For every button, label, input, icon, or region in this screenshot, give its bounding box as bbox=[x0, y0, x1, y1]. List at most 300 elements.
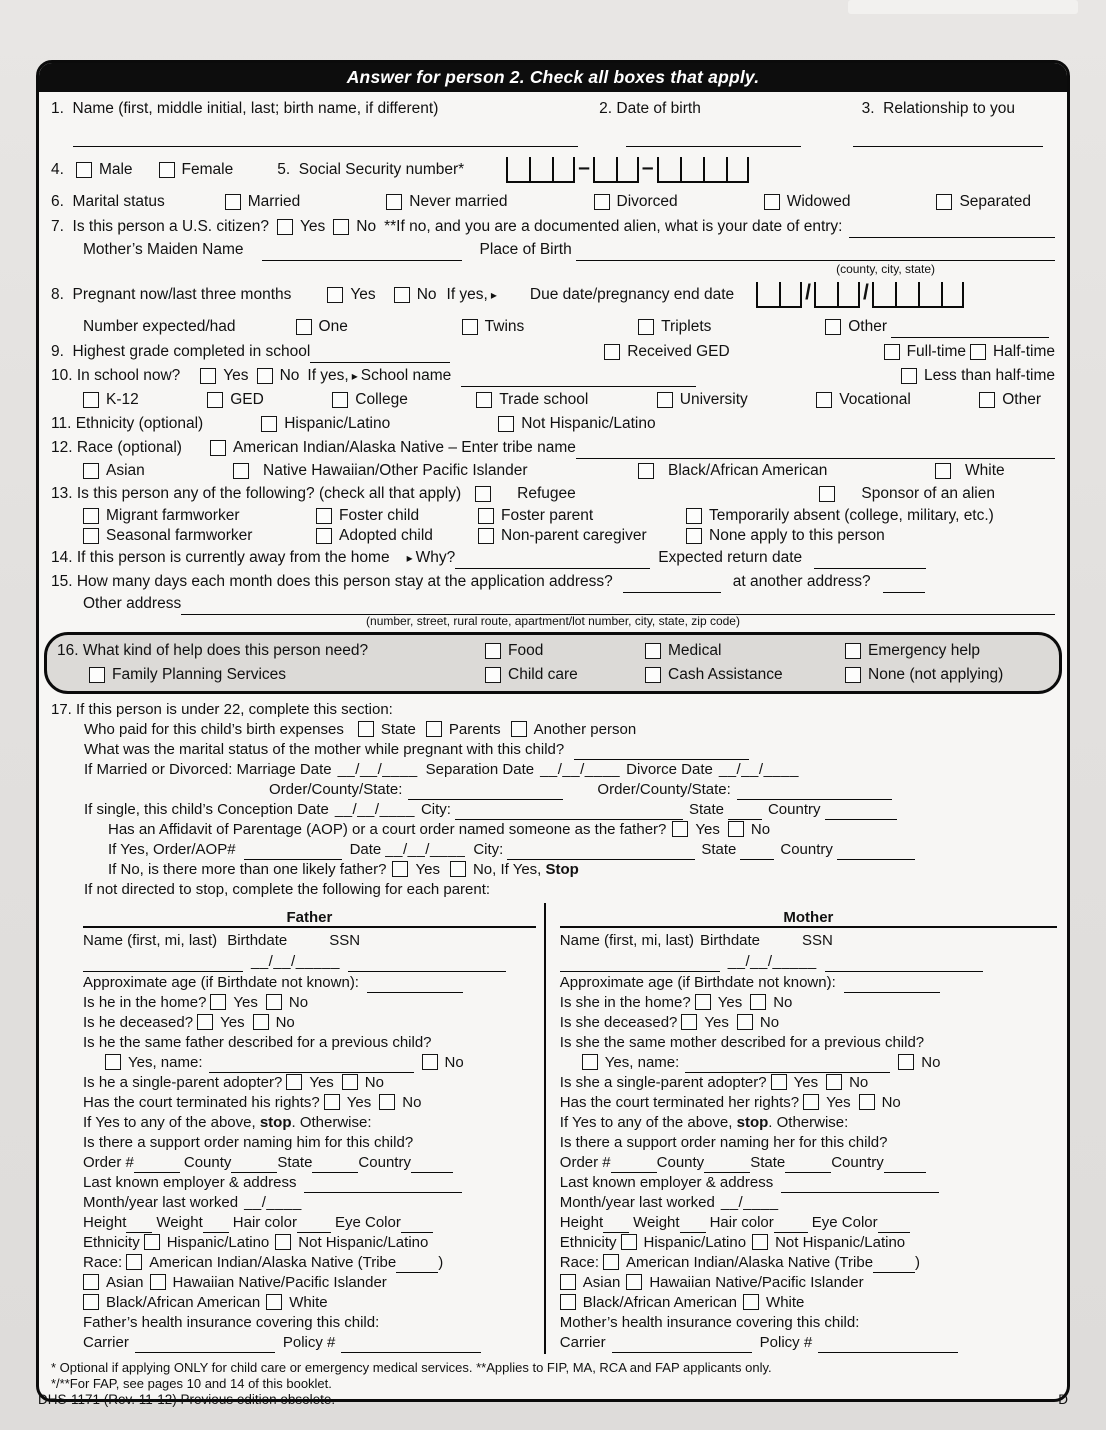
q8-pregnant bbox=[51, 276, 1055, 314]
checkbox-emergency-help[interactable] bbox=[845, 643, 861, 659]
checkbox-label: Less than half-time bbox=[924, 367, 1055, 384]
blank-field[interactable] bbox=[411, 1159, 453, 1173]
section-question-17 bbox=[39, 696, 1067, 901]
blank-field[interactable] bbox=[244, 846, 342, 860]
checkbox-yes[interactable] bbox=[277, 219, 293, 235]
label: Is he the same father described for a previous child? bbox=[83, 1033, 432, 1051]
blank-field[interactable] bbox=[262, 247, 462, 261]
checkbox-item bbox=[144, 1234, 270, 1251]
label: Stop bbox=[545, 860, 579, 878]
form-line bbox=[560, 1032, 1057, 1052]
digit-group bbox=[657, 157, 749, 183]
checkbox-full-time[interactable] bbox=[884, 344, 900, 360]
form-line bbox=[83, 1012, 536, 1032]
blank-field[interactable] bbox=[737, 786, 892, 800]
checkbox-item bbox=[826, 1074, 868, 1091]
checkbox-yes[interactable] bbox=[327, 287, 343, 303]
checkbox-no[interactable] bbox=[333, 219, 349, 235]
checkbox-label: None (not applying) bbox=[868, 666, 1004, 683]
blank-field[interactable] bbox=[685, 1059, 890, 1073]
blank-field[interactable] bbox=[611, 1159, 657, 1173]
checkbox-white[interactable] bbox=[266, 1294, 282, 1310]
checkbox-label: Full-time bbox=[906, 343, 966, 360]
blank-field[interactable] bbox=[603, 1219, 629, 1233]
checkbox-yes-name[interactable] bbox=[105, 1054, 121, 1070]
checkbox-label: State bbox=[380, 720, 416, 738]
blank-field[interactable] bbox=[461, 373, 696, 387]
checkbox-asian[interactable] bbox=[560, 1274, 576, 1290]
checkbox-no[interactable] bbox=[737, 1014, 753, 1030]
checkbox-label: No bbox=[275, 1013, 295, 1031]
label: If single, this child’s Conception Date bbox=[84, 800, 329, 818]
label: Eye Color bbox=[811, 1213, 878, 1231]
digit-cell bbox=[756, 282, 779, 308]
checkbox-no[interactable] bbox=[750, 994, 766, 1010]
checkbox-foster-child[interactable] bbox=[316, 508, 332, 524]
checkbox-item bbox=[498, 415, 655, 433]
blank-field[interactable] bbox=[825, 806, 897, 820]
digit-cell bbox=[703, 157, 726, 183]
date-blank[interactable]: __/__/____ bbox=[385, 840, 466, 858]
checkbox-yes[interactable] bbox=[286, 1074, 302, 1090]
checkbox-item bbox=[422, 1054, 464, 1071]
checkbox-label: Yes bbox=[717, 993, 743, 1011]
checkbox-item bbox=[626, 1274, 863, 1291]
checkbox-item bbox=[645, 642, 845, 660]
checkbox-item bbox=[316, 507, 478, 525]
checkbox-adopted-child[interactable] bbox=[316, 528, 332, 544]
date-blank[interactable]: __/__/_____ bbox=[727, 952, 817, 970]
checkbox-item bbox=[392, 861, 439, 878]
checkbox-not-hispanic-latino[interactable] bbox=[498, 416, 514, 432]
blank-field[interactable] bbox=[341, 1339, 481, 1353]
mother-header bbox=[560, 903, 1057, 928]
checkbox-label: Hispanic/Latino bbox=[284, 415, 391, 432]
digit-group bbox=[593, 157, 639, 183]
q17-birth-expenses bbox=[51, 719, 1055, 739]
label: If Yes, Order/AOP# bbox=[108, 840, 236, 858]
form-number: DHS-1171 (Rev. 11-12) Previous edition obsolete. bbox=[38, 1392, 336, 1407]
checkbox-yes[interactable] bbox=[210, 994, 226, 1010]
checkbox-not-hispanic-latino[interactable] bbox=[275, 1234, 291, 1250]
digit-cell bbox=[895, 282, 918, 308]
blank-field[interactable] bbox=[884, 1159, 926, 1173]
form-line bbox=[560, 930, 1057, 950]
checkbox-yes[interactable] bbox=[200, 368, 216, 384]
blank-field[interactable] bbox=[231, 1159, 277, 1173]
checkbox-family-planning-services[interactable] bbox=[89, 667, 105, 683]
label: Mother’s Maiden Name bbox=[83, 241, 244, 258]
label: Has the court terminated her rights? bbox=[559, 1093, 800, 1111]
digit-cell bbox=[529, 157, 552, 183]
checkbox-item bbox=[150, 1274, 387, 1291]
blank-field[interactable] bbox=[83, 958, 243, 972]
blank-field[interactable] bbox=[401, 1219, 433, 1233]
label: Hair color bbox=[709, 1213, 774, 1231]
label: Why? bbox=[415, 549, 456, 566]
blank-field[interactable] bbox=[126, 1219, 152, 1233]
blank-field[interactable] bbox=[367, 979, 463, 993]
blank-field[interactable] bbox=[181, 601, 1055, 615]
date-blank[interactable]: __/__/____ bbox=[334, 800, 415, 818]
blank-field[interactable] bbox=[612, 1339, 752, 1353]
checkbox-hawaiian-native-pacific-islander[interactable] bbox=[150, 1274, 166, 1290]
checkbox-item bbox=[83, 1274, 144, 1291]
label: Expected return date bbox=[658, 549, 803, 566]
checkbox-black-african-american[interactable] bbox=[638, 463, 654, 479]
checkbox-separated[interactable] bbox=[936, 194, 952, 210]
checkbox-label: Native Hawaiian/Other Pacific Islander bbox=[263, 461, 528, 479]
checkbox-university[interactable] bbox=[657, 392, 673, 408]
blank-field[interactable] bbox=[785, 1159, 831, 1173]
blank-field[interactable] bbox=[878, 1219, 910, 1233]
label: 9. Highest grade completed in school bbox=[51, 343, 311, 360]
checkbox-item bbox=[233, 462, 638, 480]
label: 16. What kind of help does this person need? bbox=[57, 642, 369, 659]
q17-order-county bbox=[51, 779, 1055, 799]
checkbox-label: Asian bbox=[582, 1273, 621, 1291]
checkbox-no[interactable] bbox=[422, 1054, 438, 1070]
checkbox-label: White bbox=[965, 461, 1005, 479]
checkbox-item bbox=[257, 367, 300, 385]
blank-field[interactable] bbox=[891, 324, 1049, 338]
checkbox-label: Yes bbox=[346, 1093, 372, 1111]
form-container bbox=[36, 60, 1070, 1402]
blank-field[interactable] bbox=[740, 846, 774, 860]
checkbox-hawaiian-native-pacific-islander[interactable] bbox=[626, 1274, 642, 1290]
blank-field[interactable] bbox=[814, 555, 926, 569]
checkbox-item bbox=[603, 1254, 873, 1271]
checkbox-hispanic-latino[interactable] bbox=[144, 1234, 160, 1250]
label: County bbox=[183, 1153, 232, 1171]
checkbox-male[interactable] bbox=[76, 162, 92, 178]
blank-field[interactable] bbox=[883, 579, 925, 593]
checkbox-no[interactable] bbox=[379, 1094, 395, 1110]
form-line bbox=[560, 992, 1057, 1012]
blank-field[interactable] bbox=[853, 133, 1043, 147]
blank-field[interactable] bbox=[728, 806, 762, 820]
checkbox-no[interactable] bbox=[257, 368, 273, 384]
checkbox-vocational[interactable] bbox=[816, 392, 832, 408]
blank-field[interactable] bbox=[704, 1159, 750, 1173]
checkbox-label: Yes bbox=[223, 367, 249, 384]
checkbox-yes-name[interactable] bbox=[582, 1054, 598, 1070]
checkbox-migrant-farmworker[interactable] bbox=[83, 508, 99, 524]
label: Mother’s health insurance covering this child: bbox=[559, 1313, 860, 1331]
checkbox-k-12[interactable] bbox=[83, 392, 99, 408]
checkbox-yes[interactable] bbox=[672, 821, 688, 837]
label: * Optional if applying ONLY for child care or emergency medical services. **Applies to FIP, MA, RCA and FAP applicants only. bbox=[51, 1359, 772, 1375]
digit-group bbox=[872, 282, 964, 308]
checkbox-label: College bbox=[355, 391, 408, 408]
blank-field[interactable] bbox=[312, 1159, 358, 1173]
checkbox-state[interactable] bbox=[358, 721, 374, 737]
checkbox-label: No bbox=[279, 367, 300, 384]
label: 6. Marital status bbox=[51, 193, 165, 210]
label: 1. Name (first, middle initial, last; birth name, if different) bbox=[51, 100, 439, 117]
blank-field[interactable] bbox=[310, 349, 450, 363]
q13-following bbox=[51, 482, 1055, 506]
blank-field[interactable] bbox=[203, 1219, 229, 1233]
checkbox-label: None apply to this person bbox=[709, 527, 885, 544]
checkbox-ged[interactable] bbox=[207, 392, 223, 408]
checkbox-college[interactable] bbox=[332, 392, 348, 408]
label: Is she deceased? bbox=[559, 1013, 678, 1031]
label: Country bbox=[831, 1153, 884, 1171]
label: stop bbox=[259, 1113, 292, 1131]
label: Eye Color bbox=[334, 1213, 401, 1231]
checkbox-item bbox=[672, 821, 719, 838]
q15-caption bbox=[51, 613, 1055, 628]
checkbox-white[interactable] bbox=[935, 463, 951, 479]
checkbox-item bbox=[560, 1274, 621, 1291]
checkbox-trade-school[interactable] bbox=[476, 392, 492, 408]
checkbox-yes[interactable] bbox=[324, 1094, 340, 1110]
checkbox-temporarily-absent-college-military-etc[interactable] bbox=[686, 508, 702, 524]
checkbox-label: No bbox=[750, 820, 771, 838]
label: If not directed to stop, complete the following for each parent: bbox=[84, 880, 491, 898]
form-line bbox=[560, 972, 1057, 992]
form-line bbox=[83, 1252, 536, 1272]
label: Last known employer & address bbox=[559, 1173, 774, 1191]
blank-field[interactable] bbox=[455, 555, 650, 569]
date-blank[interactable]: __/____ bbox=[720, 1193, 779, 1211]
checkbox-widowed[interactable] bbox=[764, 194, 780, 210]
blank-field[interactable] bbox=[873, 1259, 915, 1273]
blank-field[interactable] bbox=[680, 1219, 706, 1233]
digit-cell bbox=[552, 157, 575, 183]
q17-aop-yes bbox=[51, 839, 1055, 859]
blank-field[interactable] bbox=[560, 958, 720, 972]
checkbox-no[interactable] bbox=[728, 821, 744, 837]
checkbox-medical[interactable] bbox=[645, 643, 661, 659]
checkbox-none-apply-to-this-person[interactable] bbox=[686, 528, 702, 544]
checkbox-item bbox=[604, 343, 730, 361]
label: Is there a support order naming him for this child? bbox=[83, 1133, 414, 1151]
date-blank[interactable]: __/____ bbox=[244, 1193, 302, 1211]
blank-field[interactable] bbox=[626, 133, 801, 147]
checkbox-item bbox=[159, 161, 234, 179]
checkbox-item bbox=[394, 286, 437, 304]
checkbox-hispanic-latino[interactable] bbox=[261, 416, 277, 432]
checkbox-label: Yes bbox=[415, 860, 440, 878]
checkbox-one[interactable] bbox=[296, 319, 312, 335]
form-line bbox=[83, 1112, 536, 1132]
checkbox-seasonal-farmworker[interactable] bbox=[83, 528, 99, 544]
checkbox-no[interactable] bbox=[826, 1074, 842, 1090]
checkbox-label: Yes bbox=[299, 218, 326, 235]
checkbox-label: K-12 bbox=[106, 391, 139, 408]
checkbox-none-not-applying[interactable] bbox=[845, 667, 861, 683]
label: Name (first, mi, last) bbox=[559, 931, 694, 949]
checkbox-triplets[interactable] bbox=[638, 319, 654, 335]
checkbox-never-married[interactable] bbox=[386, 194, 402, 210]
checkbox-no[interactable] bbox=[266, 994, 282, 1010]
checkbox-item bbox=[816, 391, 911, 409]
blank-field[interactable] bbox=[837, 846, 915, 860]
date-blank[interactable]: __/__/_____ bbox=[251, 952, 340, 970]
checkbox-no[interactable] bbox=[253, 1014, 269, 1030]
label: Approximate age (if Birthdate not known): bbox=[83, 973, 359, 991]
checkbox-yes[interactable] bbox=[197, 1014, 213, 1030]
checkbox-received-ged[interactable] bbox=[604, 344, 620, 360]
checkbox-item bbox=[737, 1014, 779, 1031]
scan-artifact bbox=[848, 0, 1078, 14]
checkbox-no-if-yes[interactable] bbox=[450, 861, 466, 877]
digit-cell bbox=[680, 157, 703, 183]
checkbox-child-care[interactable] bbox=[485, 667, 501, 683]
checkbox-foster-parent[interactable] bbox=[478, 508, 494, 524]
checkbox-divorced[interactable] bbox=[594, 194, 610, 210]
checkbox-other[interactable] bbox=[825, 319, 841, 335]
checkbox-item bbox=[327, 286, 375, 304]
label: 13. Is this person any of the following? (check all that apply) bbox=[51, 485, 462, 502]
blank-field[interactable] bbox=[297, 1219, 331, 1233]
blank-field[interactable] bbox=[209, 1059, 414, 1073]
checkbox-label: No bbox=[288, 993, 309, 1011]
checkbox-another-person[interactable] bbox=[511, 721, 527, 737]
blank-field[interactable] bbox=[576, 445, 1055, 459]
checkbox-yes[interactable] bbox=[803, 1094, 819, 1110]
footnote-1 bbox=[51, 1359, 1055, 1375]
blank-field[interactable] bbox=[135, 1339, 275, 1353]
checkbox-non-parent-caregiver[interactable] bbox=[478, 528, 494, 544]
label: Carrier bbox=[83, 1333, 129, 1351]
checkbox-half-time[interactable] bbox=[970, 344, 986, 360]
form-line bbox=[560, 1152, 1057, 1172]
checkbox-american-indian-alaska-native-enter-tribe-[interactable] bbox=[210, 440, 226, 456]
checkbox-parents[interactable] bbox=[426, 721, 442, 737]
checkbox-yes[interactable] bbox=[695, 994, 711, 1010]
checkbox-cash-assistance[interactable] bbox=[645, 667, 661, 683]
checkbox-native-hawaiian-other-pacific-islander[interactable] bbox=[233, 463, 249, 479]
checkbox-other[interactable] bbox=[979, 392, 995, 408]
checkbox-label: Hispanic/Latino bbox=[166, 1233, 270, 1251]
checkbox-asian[interactable] bbox=[83, 463, 99, 479]
label: 3. Relationship to you bbox=[861, 100, 1015, 117]
blank-field[interactable] bbox=[134, 1159, 180, 1173]
section-questions-1-15 bbox=[39, 92, 1067, 630]
checkbox-american-indian-alaska-native-tribe[interactable] bbox=[126, 1254, 142, 1270]
q17-conception bbox=[51, 799, 1055, 819]
checkbox-american-indian-alaska-native-tribe[interactable] bbox=[603, 1254, 619, 1270]
digit-group bbox=[756, 282, 802, 308]
checkbox-item bbox=[752, 1234, 905, 1251]
checkbox-yes[interactable] bbox=[681, 1014, 697, 1030]
mother-title: Mother bbox=[783, 909, 834, 926]
checkbox-yes[interactable] bbox=[392, 861, 408, 877]
form-line bbox=[560, 1272, 1057, 1292]
label: 15. How many days each month does this person stay at the application address? bbox=[51, 573, 613, 590]
checkbox-item bbox=[275, 1234, 428, 1251]
checkbox-twins[interactable] bbox=[462, 319, 478, 335]
label: Race: bbox=[559, 1253, 599, 1271]
checkbox-hispanic-latino[interactable] bbox=[621, 1234, 637, 1250]
label: . Otherwise: bbox=[291, 1113, 372, 1131]
form-line bbox=[560, 1052, 1057, 1072]
checkbox-less-than-half-time[interactable] bbox=[901, 368, 917, 384]
form-line bbox=[83, 930, 536, 950]
blank-field[interactable] bbox=[507, 846, 695, 860]
checkbox-label: Divorced bbox=[616, 193, 678, 210]
blank-field[interactable] bbox=[574, 746, 749, 760]
checkbox-no[interactable] bbox=[898, 1054, 914, 1070]
checkbox-black-african-american[interactable] bbox=[83, 1294, 99, 1310]
checkbox-no[interactable] bbox=[394, 287, 410, 303]
date-blank[interactable]: __/__/____ bbox=[337, 760, 418, 778]
blank-field[interactable] bbox=[781, 1179, 939, 1193]
date-blank[interactable]: __/__/____ bbox=[718, 760, 799, 778]
checkbox-sponsor-of-an-alien[interactable] bbox=[819, 486, 835, 502]
checkbox-asian[interactable] bbox=[83, 1274, 99, 1290]
blank-field[interactable] bbox=[774, 1219, 808, 1233]
label: Country bbox=[780, 840, 833, 858]
checkbox-label: Yes bbox=[233, 993, 258, 1011]
blank-field[interactable] bbox=[408, 786, 563, 800]
checkbox-female[interactable] bbox=[159, 162, 175, 178]
label: at another address? bbox=[732, 573, 871, 590]
due-date-boxes[interactable] bbox=[756, 282, 964, 308]
digit-group bbox=[814, 282, 860, 308]
checkbox-white[interactable] bbox=[743, 1294, 759, 1310]
blank-field[interactable] bbox=[818, 1339, 958, 1353]
father-lines bbox=[83, 930, 536, 1352]
blank-field[interactable] bbox=[73, 133, 578, 147]
checkbox-label: Male bbox=[98, 161, 133, 178]
checkbox-item bbox=[476, 391, 588, 409]
digit-separator: / bbox=[805, 281, 811, 304]
blank-field[interactable] bbox=[623, 579, 721, 593]
blank-field[interactable] bbox=[844, 979, 940, 993]
form-line bbox=[560, 1212, 1057, 1232]
checkbox-item bbox=[83, 1294, 260, 1311]
checkbox-label: Yes bbox=[350, 286, 376, 303]
checkbox-item bbox=[332, 391, 408, 409]
checkbox-no[interactable] bbox=[342, 1074, 358, 1090]
checkbox-item bbox=[743, 1294, 804, 1311]
blank-field[interactable] bbox=[825, 958, 983, 972]
blank-field[interactable] bbox=[576, 247, 1055, 261]
form-line bbox=[83, 1052, 536, 1072]
form-line bbox=[83, 972, 536, 992]
label: If No, is there more than one likely father? bbox=[108, 860, 387, 878]
checkbox-refugee[interactable] bbox=[475, 486, 491, 502]
blank-field[interactable] bbox=[455, 806, 683, 820]
form-line bbox=[83, 1152, 536, 1172]
checkbox-item bbox=[594, 193, 678, 211]
checkbox-item bbox=[76, 161, 133, 179]
checkbox-item bbox=[316, 527, 478, 545]
blank-field[interactable] bbox=[304, 1179, 462, 1193]
arrow-right-icon: ▸ bbox=[351, 369, 358, 383]
digit-separator: / bbox=[863, 281, 869, 304]
label: Birthdate bbox=[699, 931, 761, 949]
checkbox-yes[interactable] bbox=[771, 1074, 787, 1090]
checkbox-item bbox=[277, 218, 325, 236]
blank-field[interactable] bbox=[348, 958, 506, 972]
checkbox-married[interactable] bbox=[225, 194, 241, 210]
blank-field[interactable] bbox=[849, 224, 1056, 238]
label: Date bbox=[349, 840, 382, 858]
date-blank[interactable]: __/__/____ bbox=[540, 760, 621, 778]
blank-field[interactable] bbox=[396, 1259, 438, 1273]
checkbox-black-african-american[interactable] bbox=[560, 1294, 576, 1310]
checkbox-no[interactable] bbox=[859, 1094, 875, 1110]
checkbox-item bbox=[286, 1074, 333, 1091]
ssn-boxes[interactable] bbox=[506, 157, 748, 183]
checkbox-food[interactable] bbox=[485, 643, 501, 659]
checkbox-not-hispanic-latino[interactable] bbox=[752, 1234, 768, 1250]
